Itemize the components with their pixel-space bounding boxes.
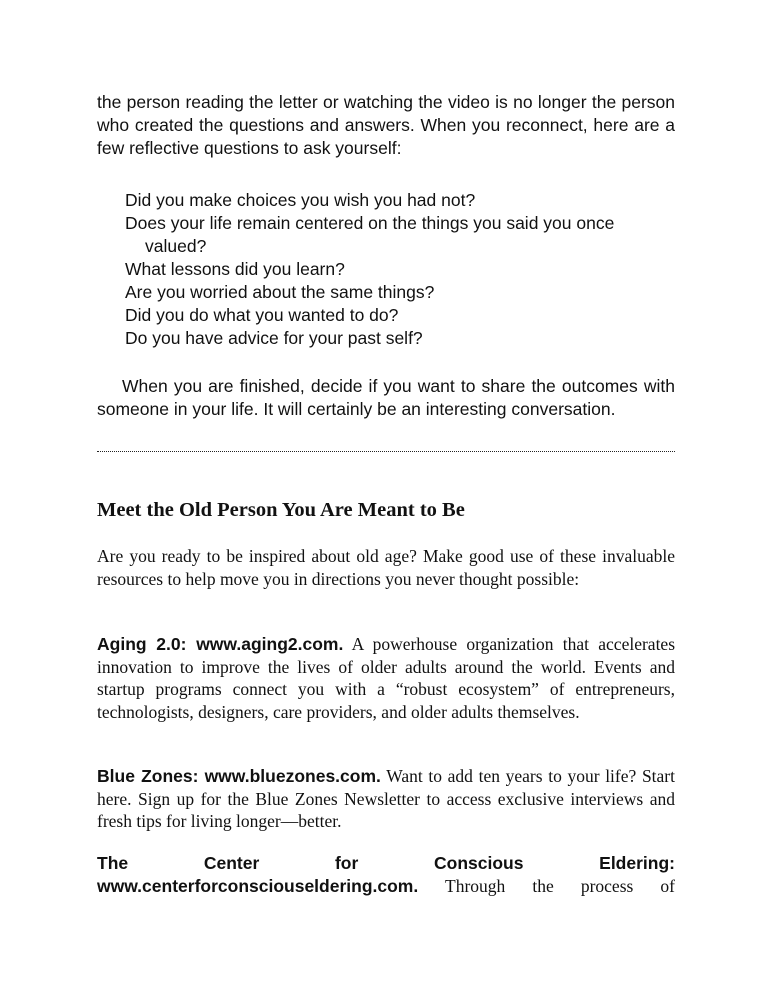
resource-description: Through the process of (445, 875, 675, 896)
resource-description: A powerhouse organization that accelerates innovation to improve the lives of older adults around the world. Events and startup programs connect you with a “robust ecosystem” of entrepreneurs, technologists, designers, care providers, and older adults themselves. (97, 634, 676, 722)
section-heading: Meet the Old Person You Are Meant to Be (97, 499, 465, 521)
list-item: What lessons did you learn? (125, 259, 345, 279)
list-item: Does your life remain centered on the things you said you once valued? (125, 213, 615, 256)
list-item: Did you make choices you wish you had not? (125, 190, 476, 210)
resource-blue-zones (97, 765, 675, 833)
intro-paragraph: the person reading the letter or watching the video is no longer the person who created the questions and answers. When you reconnect, here are a few reflective questions to ask yourself: (97, 92, 675, 158)
list-item: Did you do what you wanted to do? (125, 305, 399, 325)
closing-paragraph: When you are finished, decide if you want to share the outcomes with someone in your life. It will certainly be an interesting conversation. (97, 376, 675, 419)
resource-aging2 (97, 633, 675, 723)
list-item: Are you worried about the same things? (125, 282, 435, 302)
resource-label: Aging 2.0: www.aging2.com. (97, 634, 344, 654)
resource-conscious-eldering (97, 852, 675, 897)
resource-label: Blue Zones: www.bluezones.com. (97, 766, 381, 786)
reflective-questions-list (125, 189, 675, 350)
dotted-divider (97, 451, 675, 452)
resource-description: Want to add ten years to your life? Start here. Sign up for the Blue Zones Newsletter to access exclusive interviews and fresh tips for living longer—better. (97, 766, 675, 831)
list-item: Do you have advice for your past self? (125, 328, 423, 348)
section-lead-paragraph: Are you ready to be inspired about old age? Make good use of these invaluable resources to help move you in directions you never thought possible: (97, 546, 675, 589)
resource-label: The Center for Conscious Eldering: www.centerforconsciouseldering.com. (97, 853, 675, 896)
